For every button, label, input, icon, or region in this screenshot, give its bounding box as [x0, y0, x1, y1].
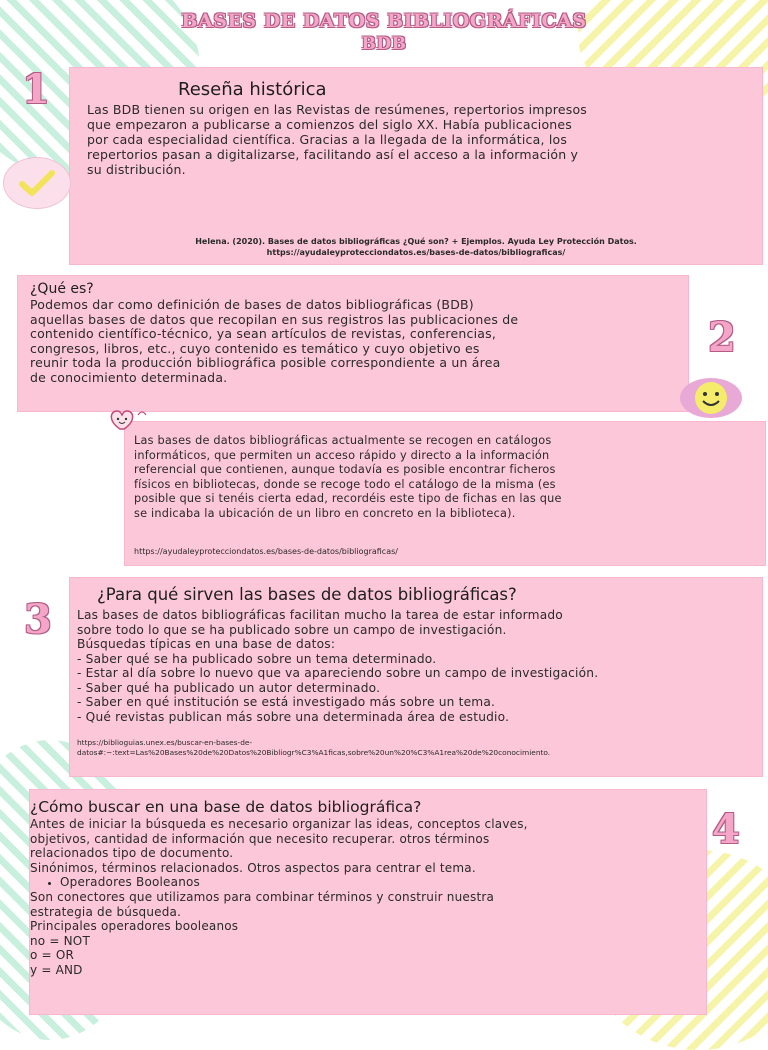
text-line: se indicaba la ubicación de un libro en concreto en la biblioteca).	[134, 506, 516, 520]
text-line: Principales operadores booleanos	[30, 919, 239, 934]
section-2-body	[30, 298, 690, 386]
text-line: contenido científico-técnico, ya sean artículos de revistas, conferencias,	[30, 326, 497, 342]
section-3-heading: ¿Para qué sirven las bases de datos bibliográficas?	[97, 585, 517, 604]
text-line: Búsquedas típicas en una base de datos:	[77, 637, 336, 651]
text-line: referencial que contienen, aunque todavía es posible encontrar ficheros	[134, 463, 556, 476]
text-line: reunir toda la producción bibliográfica posible correspondiente a un área	[30, 355, 501, 371]
text-line: posible que si tenéis cierta edad, recordéis este tipo de fichas en las que	[134, 492, 562, 505]
bullet-item: • Operadores Booleanos	[60, 875, 706, 890]
section-4-number: 4	[712, 806, 740, 853]
section-3-url[interactable]	[77, 738, 761, 758]
list-item: - Saber qué ha publicado un autor determinado.	[77, 680, 381, 695]
text-line: Las BDB tienen su origen en las Revistas de resúmenes, repertorios impresos	[87, 102, 588, 117]
text-line: sobre todo lo que se ha publicado sobre un campo de investigación.	[77, 622, 507, 637]
citation-url[interactable]: https://ayudaleyprotecciondatos.es/bases-de-datos/bibliograficas/	[266, 248, 566, 257]
text-line: estrategia de búsqueda.	[30, 904, 182, 919]
text-line: físicos en bibliotecas, donde se recoge todo el catálogo de la misma (es	[134, 477, 556, 491]
text-line: o = OR	[30, 948, 75, 963]
url-line: datos#:~:text=Las%20Bases%20de%20Datos%20Bibliogr%C3%A1ficas,sobre%20un%20%C3%A1rea%20de%20conocimiento.	[77, 748, 551, 757]
heart-face-icon	[106, 407, 150, 437]
text-line: objetivos, cantidad de información que necesito recuperar. otros términos	[30, 831, 490, 846]
list-item: - Saber en qué institución se está investigado más sobre un tema.	[77, 695, 496, 709]
list-item: - Qué revistas publican más sobre una determinada área de estudio.	[77, 709, 510, 724]
text-line: Antes de iniciar la búsqueda es necesario organizar las ideas, conceptos claves,	[30, 817, 528, 831]
text-line: que empezaron a publicarse a comienzos del siglo XX. Había publicaciones	[87, 117, 573, 132]
section-1-citation	[72, 236, 760, 258]
text-line: repertorios pasan a digitalizarse, facilitando así el acceso a la información y	[87, 147, 579, 162]
section-1-body	[87, 102, 759, 177]
text-line: aquellas bases de datos que recopilan en sus registros las publicaciones de	[30, 311, 519, 327]
page-subtitle: BDB	[361, 34, 407, 54]
section-1-number: 1	[22, 66, 50, 113]
text-line: congresos, libros, etc., cuyo contenido es temático y cuyo objetivo es	[30, 340, 480, 356]
text-line: Las bases de datos bibliográficas facilitan mucho la tarea de estar informado	[77, 608, 563, 622]
text-line: de conocimiento determinada.	[30, 369, 228, 385]
section-2-number: 2	[708, 314, 736, 361]
list-item: - Estar al día sobre lo nuevo que va apareciendo sobre un campo de investigación.	[77, 666, 599, 680]
text-line: Podemos dar como definición de bases de datos bibliográficas (BDB)	[30, 297, 474, 312]
checkmark-icon	[4, 158, 70, 208]
text-line: y = AND	[30, 962, 83, 977]
text-line: su distribución.	[87, 162, 186, 177]
section-2-heading: ¿Qué es?	[30, 281, 94, 297]
section-4-body	[30, 817, 706, 978]
citation-text: Helena. (2020). Bases de datos bibliográficas ¿Qué son? + Ejemplos. Ayuda Ley Protección Datos.	[195, 237, 637, 246]
list-item: - Saber qué se ha publicado sobre un tema determinado.	[77, 651, 437, 666]
text-line: Son conectores que utilizamos para combinar términos y construir nuestra	[30, 889, 495, 904]
text-line: informáticos, que permiten un acceso rápido y directo a la información	[134, 448, 550, 462]
text-line: Sinónimos, términos relacionados. Otros aspectos para centrar el tema.	[30, 860, 476, 875]
section-4-heading: ¿Cómo buscar en una base de datos bibliográfica?	[30, 798, 422, 816]
text-line: Las bases de datos bibliográficas actualmente se recogen en catálogos	[134, 434, 552, 447]
text-line: relacionados tipo de documento.	[30, 846, 234, 861]
url-line: https://biblioguias.unex.es/buscar-en-bases-de-	[77, 738, 253, 747]
section-1-heading: Reseña histórica	[178, 79, 327, 100]
bullet-list	[30, 875, 706, 890]
page-title: BASES DE DATOS BIBLIOGRÁFICAS	[181, 10, 587, 32]
section-3-number: 3	[24, 596, 52, 643]
section-2b-body	[134, 434, 764, 521]
text-line: no = NOT	[30, 933, 90, 948]
section-3-body	[77, 608, 762, 724]
text-line: por cada especialidad científica. Gracias a la llegada de la informática, los	[87, 132, 568, 147]
section-2b-url[interactable]: https://ayudaleyprotecciondatos.es/bases-de-datos/bibliograficas/	[134, 547, 398, 556]
